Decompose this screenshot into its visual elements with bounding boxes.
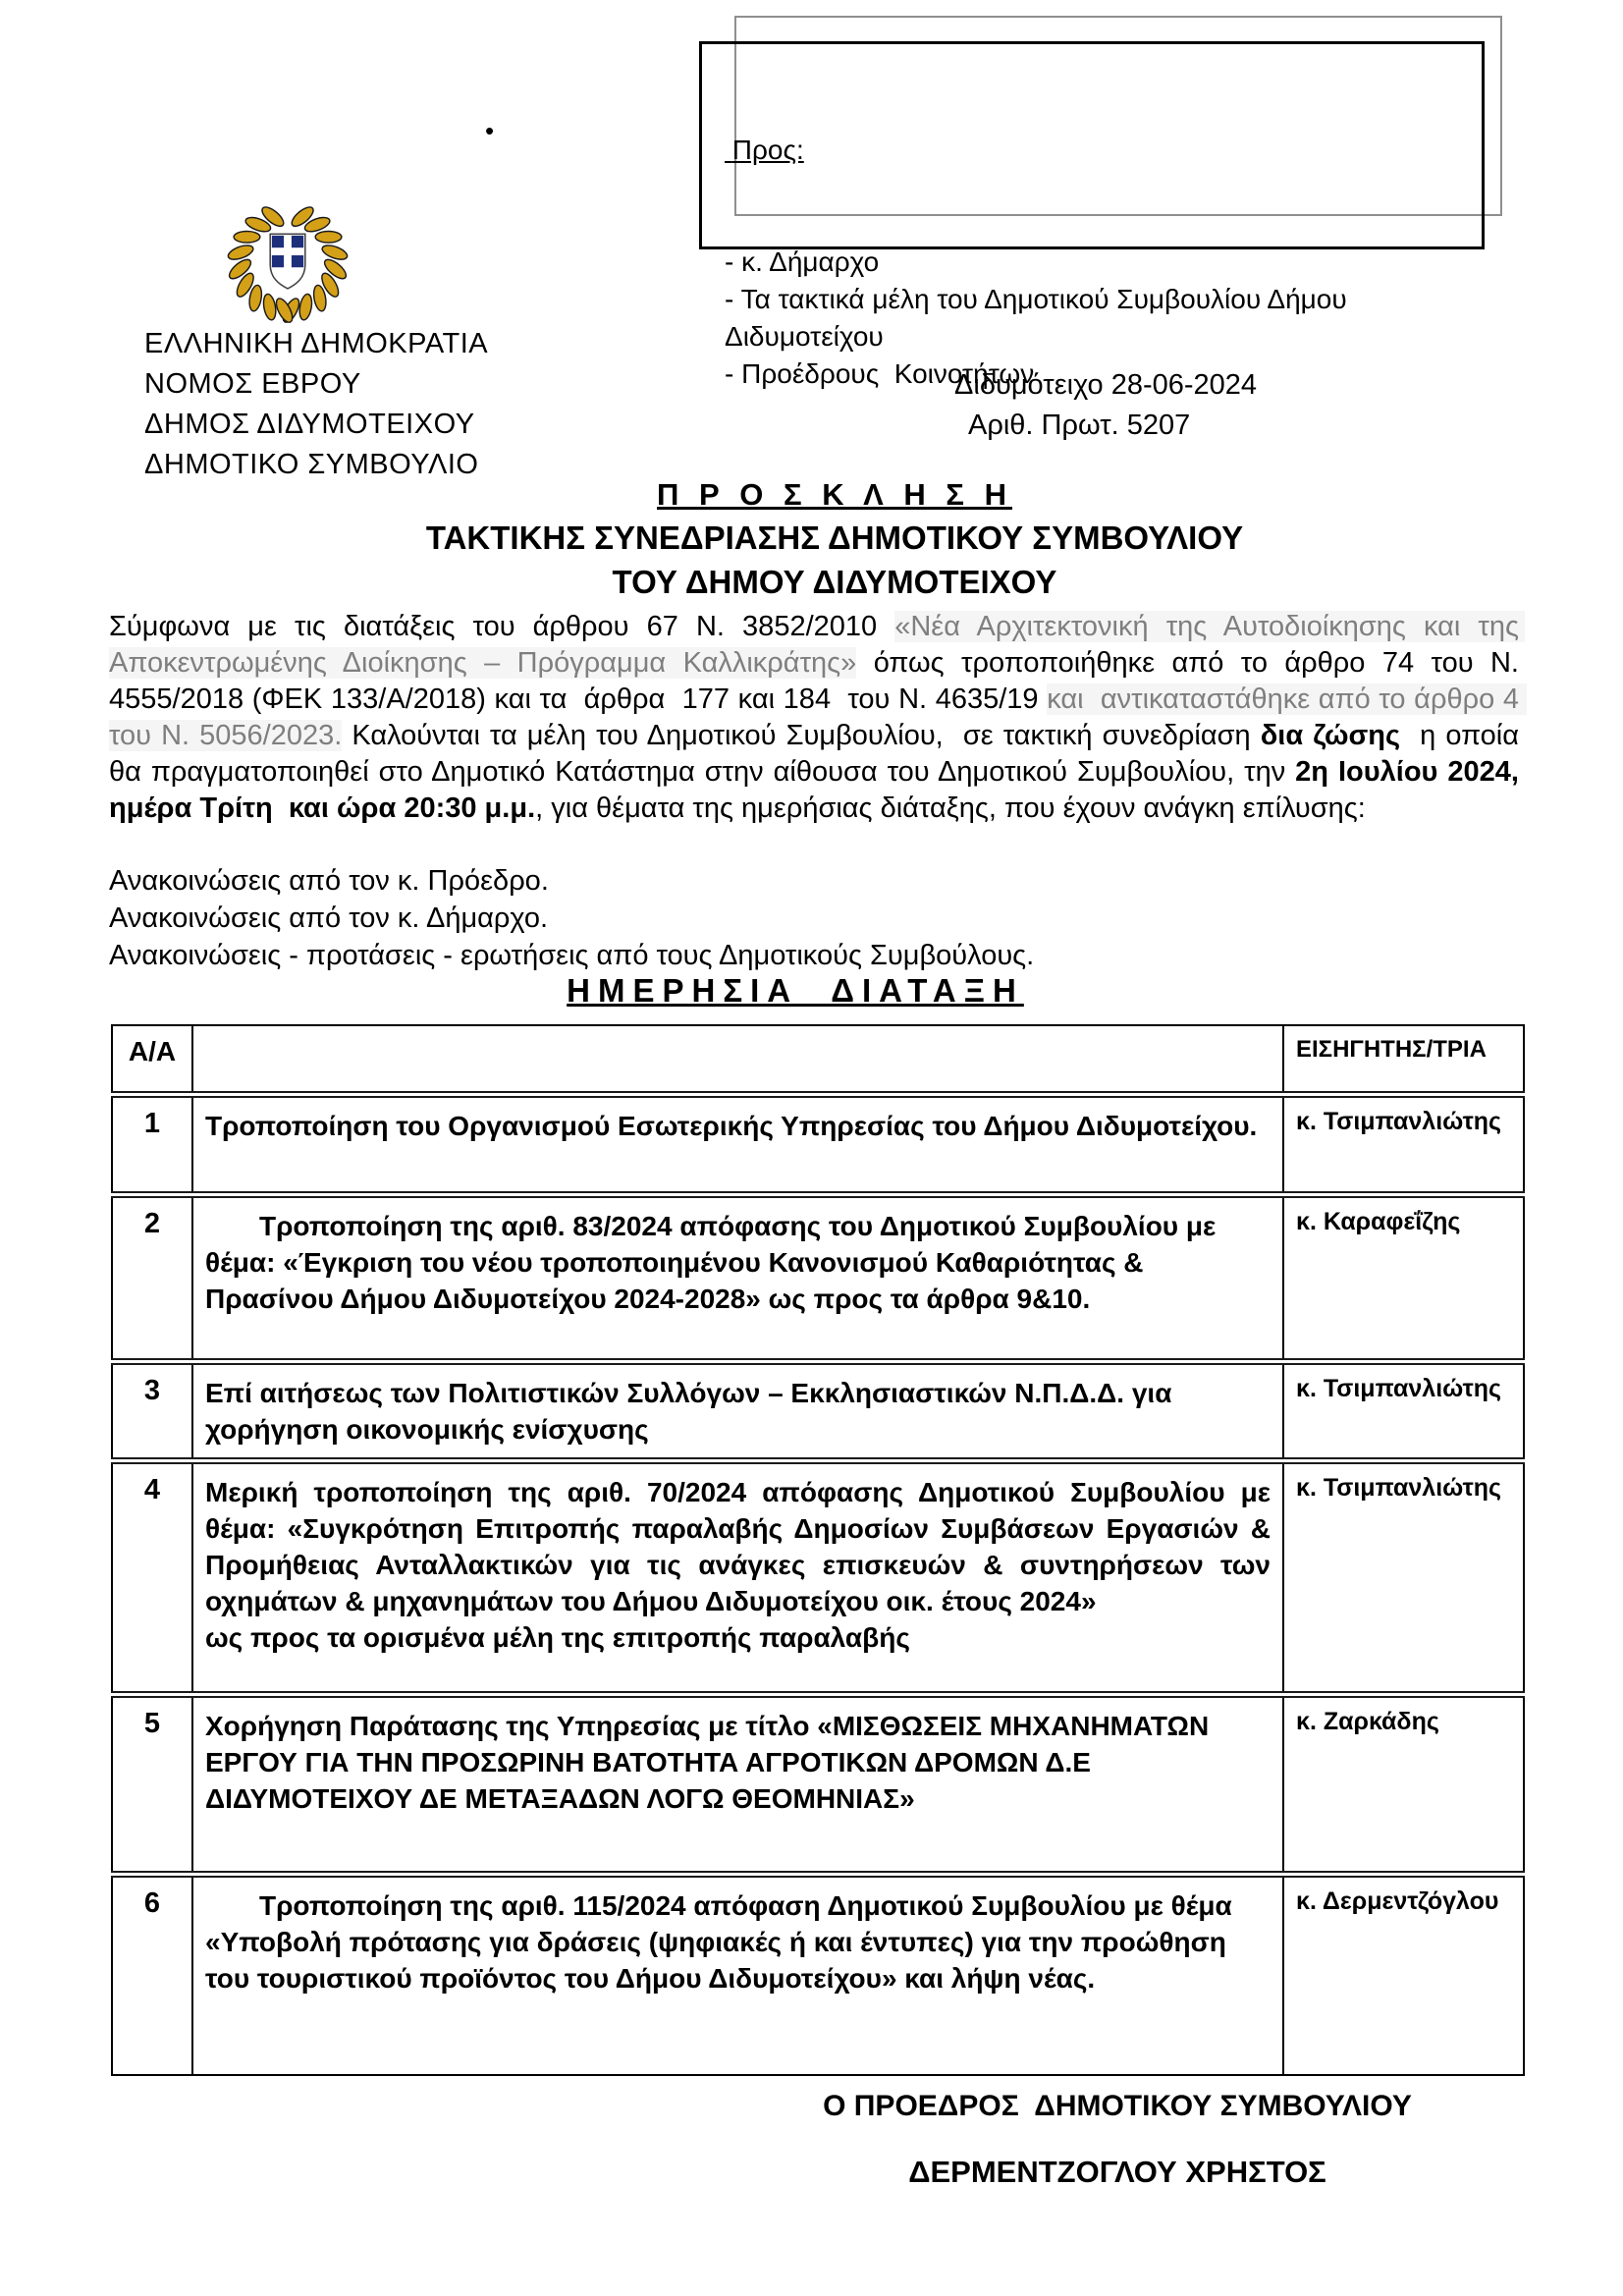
agenda-row [112, 1361, 1524, 1460]
org-block [144, 324, 488, 485]
announcements [109, 862, 1034, 974]
signature-title: Ο ΠΡΟΕΔΡΟΣ ΔΗΜΟΤΙΚΟΥ ΣΥΜΒΟΥΛΙΟΥ [823, 2090, 1412, 2122]
agenda-rapporteur: κ. Τσιμπανλιώτης [1283, 1361, 1524, 1460]
announcement-line: Ανακοινώσεις από τον κ. Πρόεδρο. [109, 865, 549, 897]
announcement-line: Ανακοινώσεις - προτάσεις - ερωτήσεις από τους Δημοτικούς Συμβούλους. [109, 940, 1035, 971]
agenda-rapporteur: κ. Δερμεντζόγλου [1283, 1874, 1524, 2075]
signature-name: ΔΕΡΜΕΝΤΖΟΓΛΟΥ ΧΡΗΣΤΟΣ [908, 2155, 1326, 2189]
body-segment: 2η Ιουλίου 2024, ημέρα Τρίτη και ώρα 20:30 μ.μ. [109, 756, 1528, 824]
agenda-topic-line: Χορήγηση Παράτασης της Υπηρεσίας με τίτλο «ΜΙΣΘΩΣΕΙΣ ΜΗΧΑΝΗΜΑΤΩΝ ΕΡΓΟΥ ΓΙΑ ΤΗΝ ΠΡΟΣΩΡΙΝΗ ΒΑΤΟΤΗΤΑ ΑΓΡΟΤΙΚΩΝ ΔΡΟΜΩΝ Δ.Ε ΔΙΔΥΜΟΤΕΙΧΟΥ ΔΕ ΜΕΤΑΞΑΔΩΝ ΛΟΓΩ ΘΕΟΜΗΝΙΑΣ» [205, 1710, 1210, 1814]
body-segment: , για θέματα της ημερήσιας διάταξης, που έχουν ανάγκη επίλυσης: [535, 793, 1366, 824]
agenda-topic-line: Μερική τροποποίηση της αριθ. 70/2024 απόφασης Δημοτικού Συμβουλίου με θέμα: «Συγκρότηση Επιτροπής παραλαβής Δημοσίων Συμβάσεων Εργασιών & Προμήθειας Ανταλλακτικών για τις ανάγκες επισκευών & συντηρήσεων των οχημάτων & μηχανημάτων του Δήμου Διδυμοτείχου οικ. έτους 2024» [205, 1476, 1271, 1616]
agenda-row [112, 1194, 1524, 1361]
body-segment: και αντικαταστάθηκε από το άρθρο 4 του Ν. 5056/2023. [109, 683, 1528, 751]
agenda-rapporteur: κ. Ζαρκάδης [1283, 1694, 1524, 1874]
agenda-rapporteur: κ. Καραφεΐζης [1283, 1194, 1524, 1361]
agenda-row-number: 1 [112, 1094, 192, 1194]
agenda-row [112, 1094, 1524, 1194]
agenda-table [111, 1024, 1525, 2076]
agenda-heading-wrap [118, 972, 1473, 1010]
agenda-rapporteur: κ. Τσιμπανλιώτης [1283, 1460, 1524, 1694]
date-block [954, 365, 1257, 446]
body-segment: όπως τροποποιήθηκε από το άρθρο 74 του Ν. 4555/2018 (ΦΕΚ 133/Α/2018) και τα άρθρα 177 και 184 του Ν. 4635/19 [109, 647, 1528, 715]
recipient-line: - Προέδρους Κοινοτήτων [725, 358, 1035, 389]
agenda-col-header-num: Α/Α [112, 1025, 192, 1094]
org-line: ΕΛΛΗΝΙΚΗ ΔΗΜΟΚΡΑΤΙΑ [144, 328, 489, 359]
body-segment: η οποία θα πραγματοποιηθεί στο Δημοτικό Κατάστημα στην αίθουσα του Δημοτικού Συμβουλίου, την [109, 720, 1528, 788]
agenda-topic [192, 1460, 1283, 1694]
agenda-topic [192, 1694, 1283, 1874]
agenda-topic [192, 1194, 1283, 1361]
body-segment: «Νέα Αρχιτεκτονική της Αυτοδιοίκησης και της Αποκεντρωμένης Διοίκησης – Πρόγραμμα Καλλικράτης» [109, 611, 1526, 679]
signature-block [701, 2090, 1534, 2190]
agenda-topic-line: ως προς τα ορισμένα μέλη της επιτροπής παραλαβής [205, 1621, 910, 1653]
recipient-title: Προς: [725, 135, 804, 165]
agenda-row-number: 6 [112, 1874, 192, 2075]
title-block [118, 477, 1551, 601]
agenda-topic [192, 1874, 1283, 2075]
agenda-col-header-topic [192, 1025, 1283, 1094]
agenda-heading: ΗΜΕΡΗΣΙΑ ΔΙΑΤΑΞΗ [567, 972, 1024, 1009]
recipient-line: - κ. Δήμαρχο [725, 246, 880, 277]
agenda-topic-line: Τροποποίηση της αριθ. 115/2024 απόφαση Δημοτικού Συμβουλίου με θέμα «Υποβολή πρότασης για δράσεις (ψηφιακές ή και έντυπες) για την προώθηση του τουριστικού προϊόντος του Δήμου Διδυμοτείχου» και λήψη νέας. [205, 1889, 1232, 1994]
greek-national-emblem-icon [222, 192, 353, 328]
body-paragraph [109, 609, 1528, 827]
agenda-col-header-rapporteur: ΕΙΣΗΓΗΤΗΣ/ΤΡΙΑ [1283, 1025, 1524, 1094]
document-subtitle-1: ΤΑΚΤΙΚΗΣ ΣΥΝΕΔΡΙΑΣΗΣ ΔΗΜΟΤΙΚΟΥ ΣΥΜΒΟΥΛΙΟΥ [425, 519, 1244, 556]
body-segment: Σύμφωνα με τις διατάξεις του άρθρου 67 Ν. 3852/2010 [109, 611, 895, 642]
body-segment: δια ζώσης [1260, 720, 1401, 751]
agenda-row-number: 5 [112, 1694, 192, 1874]
agenda-topic [192, 1094, 1283, 1194]
agenda-topic-line: Τροποποίηση της αριθ. 83/2024 απόφασης του Δημοτικού Συμβουλίου με θέμα: «Έγκριση του νέου τροποποιημένου Κανονισμού Καθαριότητας & Πρασίνου Δήμου Διδυμοτείχου 2024-2028» ως προς τα άρθρα 9&10. [205, 1210, 1217, 1314]
agenda-rapporteur: κ. Τσιμπανλιώτης [1283, 1094, 1524, 1194]
agenda-row [112, 1460, 1524, 1694]
protocol-number: Αριθ. Πρωτ. 5207 [968, 410, 1191, 441]
body-segment: Καλούνται τα μέλη του Δημοτικού Συμβουλίου, σε τακτική συνεδρίαση [342, 720, 1261, 751]
agenda-row [112, 1874, 1524, 2075]
org-line: ΝΟΜΟΣ ΕΒΡΟΥ [144, 368, 361, 400]
agenda-row [112, 1694, 1524, 1874]
org-line: ΔΗΜΟΣ ΔΙΔΥΜΟΤΕΙΧΟΥ [144, 409, 475, 440]
document-title: Π Ρ Ο Σ Κ Λ Η Σ Η [657, 477, 1012, 512]
agenda-topic-line: Τροποποίηση του Οργανισμού Εσωτερικής Υπηρεσίας του Δήμου Διδυμοτείχου. [205, 1110, 1258, 1141]
agenda-topic [192, 1361, 1283, 1460]
agenda-row-number: 2 [112, 1194, 192, 1361]
place-date: Διδυμότειχο 28-06-2024 [954, 369, 1258, 401]
recipient-line: - Τα τακτικά μέλη του Δημοτικού Συμβουλίου Δήμου Διδυμοτείχου [725, 284, 1353, 352]
agenda-topic-line: Επί αιτήσεως των Πολιτιστικών Συλλόγων – Εκκλησιαστικών Ν.Π.Δ.Δ. για χορήγηση οικονομικής ενίσχυσης [205, 1377, 1172, 1445]
agenda-row-number: 3 [112, 1361, 192, 1460]
agenda-header-row [112, 1025, 1524, 1094]
org-line: ΔΗΜΟΤΙΚΟ ΣΥΜΒΟΥΛΙΟ [144, 449, 479, 480]
stray-bullet: • [485, 116, 495, 145]
document-subtitle-2: ΤΟΥ ΔΗΜΟΥ ΔΙΔΥΜΟΤΕΙΧΟΥ [612, 564, 1057, 600]
agenda-row-number: 4 [112, 1460, 192, 1694]
announcement-line: Ανακοινώσεις από τον κ. Δήμαρχο. [109, 902, 549, 934]
